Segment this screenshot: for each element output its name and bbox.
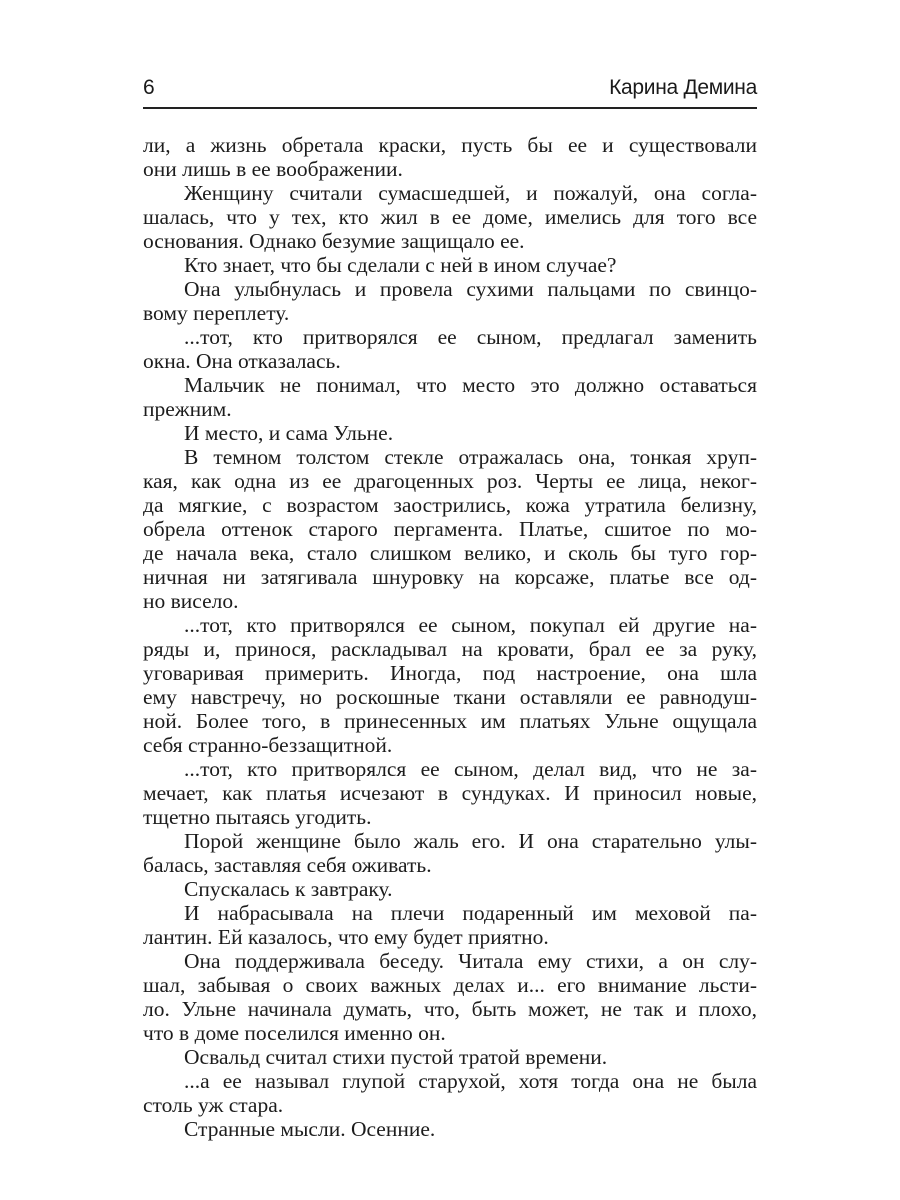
text-line: они лишь в ее воображении. (143, 157, 403, 181)
text-line: ему навстречу, но роскошные ткани оставляли ее равнодуш- (143, 685, 757, 709)
text-line: ряды и, принося, раскладывал на кровати, брал ее за руку, (143, 637, 757, 661)
text-line: шалась, что у тех, кто жил в ее доме, имелись для того все (143, 205, 757, 229)
body-text (143, 133, 757, 1141)
text-line: Она поддерживала беседу. Читала ему стихи, а он слу- (184, 949, 757, 973)
text-line: Странные мысли. Осенние. (184, 1117, 436, 1141)
text-line: ничная ни затягивала шнуровку на корсаже, платье все од- (143, 565, 757, 589)
text-line: что в доме поселился именно он. (143, 1021, 446, 1045)
text-line: да мягкие, с возрастом заострились, кожа утратила белизну, (143, 493, 757, 517)
text-line: ...а ее называл глупой старухой, хотя тогда она не была (184, 1069, 757, 1093)
text-line: Женщину считали сумасшедшей, и пожалуй, она согла- (184, 181, 757, 205)
text-line: лантин. Ей казалось, что ему будет приятно. (143, 925, 549, 949)
text-line: ли, а жизнь обретала краски, пусть бы ее и существовали (143, 133, 757, 157)
text-line: Мальчик не понимал, что место это должно оставаться (184, 373, 757, 397)
text-line: себя странно-беззащитной. (143, 733, 393, 757)
text-line: Спускалась к завтраку. (184, 877, 393, 901)
text-line: окна. Она отказалась. (143, 349, 341, 373)
text-line: кая, как одна из ее драгоценных роз. Черты ее лица, неког- (143, 469, 757, 493)
text-line: но висело. (143, 589, 239, 613)
text-line: Освальд считал стихи пустой тратой времени. (184, 1045, 608, 1069)
text-line: прежним. (143, 397, 232, 421)
text-line: мечает, как платья исчезают в сундуках. И приносил новые, (143, 781, 757, 805)
running-header (143, 76, 757, 106)
text-line: ...тот, кто притворялся ее сыном, покупал ей другие на- (184, 613, 757, 637)
header-rule (143, 107, 757, 109)
text-line: балась, заставляя себя оживать. (143, 853, 432, 877)
text-line: И место, и сама Ульне. (184, 421, 394, 445)
text-line: столь уж стара. (143, 1093, 284, 1117)
text-line: основания. Однако безумие защищало ее. (143, 229, 525, 253)
text-line: Порой женщине было жаль его. И она старательно улы- (184, 829, 757, 853)
text-line: ...тот, кто притворялся ее сыном, делал вид, что не за- (184, 757, 757, 781)
text-line: ной. Более того, в принесенных им платьях Ульне ощущала (143, 709, 757, 733)
page-number: 6 (143, 76, 155, 99)
text-line: ...тот, кто притворялся ее сыном, предлагал заменить (184, 325, 757, 349)
text-line: И набрасывала на плечи подаренный им меховой па- (184, 901, 757, 925)
text-line: ло. Ульне начинала думать, что, быть может, не так и плохо, (143, 997, 757, 1021)
text-line: уговаривая примерить. Иногда, под настроение, она шла (143, 661, 757, 685)
text-line: Кто знает, что бы сделали с ней в ином случае? (184, 253, 617, 277)
running-header-author: Карина Демина (609, 76, 757, 99)
text-line: шал, забывая о своих важных делах и... его внимание льсти- (143, 973, 757, 997)
text-line: тщетно пытаясь угодить. (143, 805, 372, 829)
text-line: В темном толстом стекле отражалась она, тонкая хруп- (184, 445, 757, 469)
text-line: де начала века, стало слишком велико, и сколь бы туго гор- (143, 541, 757, 565)
text-line: Она улыбнулась и провела сухими пальцами по свинцо- (184, 277, 757, 301)
text-line: обрела оттенок старого пергамента. Платье, сшитое по мо- (143, 517, 757, 541)
text-line: вому переплету. (143, 301, 290, 325)
